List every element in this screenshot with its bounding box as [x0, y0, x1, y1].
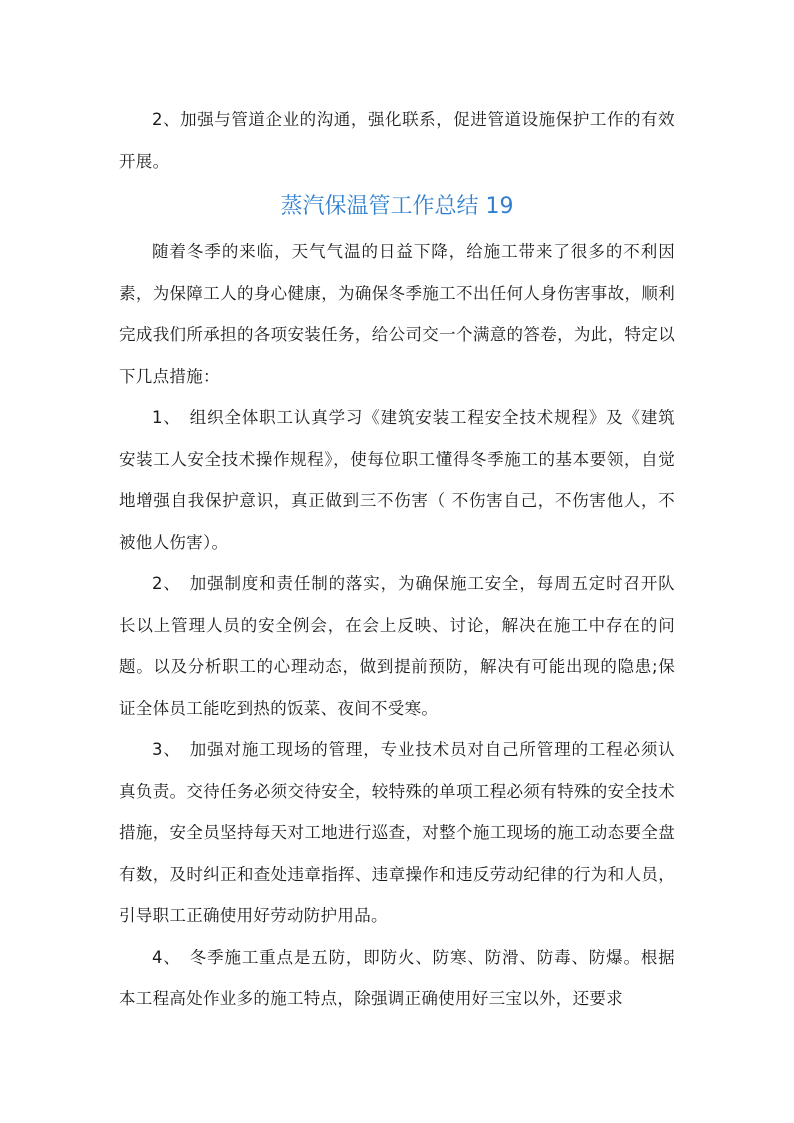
paragraph-item-1: 1、 组织全体职工认真学习《建筑安装工程安全技术规程》及《建筑安装工人安全技术操作规程》，使每位职工懂得冬季施工的基本要领，自觉地增强自我保护意识，真正做到三不伤害（ 不伤害自己，不伤害他人，不被他人伤害）。 — [119, 408, 675, 552]
section-heading: 蒸汽保温管工作总结 19 — [280, 194, 514, 219]
paragraph-prev-item-2: 2、加强与管道企业的沟通，强化联系，促进管道设施保护工作的有效开展。 — [119, 110, 675, 171]
paragraph-item-2: 2、 加强制度和责任制的落实，为确保施工安全，每周五定时召开队长以上管理人员的安全例会，在会上反映、讨论，解决在施工中存在的问题。以及分析职工的心理动态，做到提前预防，解决有可能出现的隐患;保证全体员工能吃到热的饭菜、夜间不受寒。 — [119, 574, 675, 718]
paragraph-item-3: 3、 加强对施工现场的管理，专业技术员对自己所管理的工程必须认真负责。交待任务必须交待安全，较特殊的单项工程必须有特殊的安全技术措施，安全员坚持每天对工地进行巡查，对整个施工现场的施工动态要全盘有数，及时纠正和查处违章指挥、违章操作和违反劳动纪律的行为和人员，引导职工正确使用好劳动防护用品。 — [119, 740, 675, 925]
document-page — [119, 99, 675, 1020]
paragraph-item-4: 4、 冬季施工重点是五防，即防火、防寒、防滑、防毒、防爆。根据本工程高处作业多的施工特点，除强调正确使用好三宝以外，还要求 — [119, 947, 675, 1008]
paragraph-intro: 随着冬季的来临，天气气温的日益下降，给施工带来了很多的不利因素，为保障工人的身心健康，为确保冬季施工不出任何人身伤害事故，顺利完成我们所承担的各项安装任务，给公司交一个满意的答卷，为此，特定以下几点措施： — [119, 242, 675, 386]
